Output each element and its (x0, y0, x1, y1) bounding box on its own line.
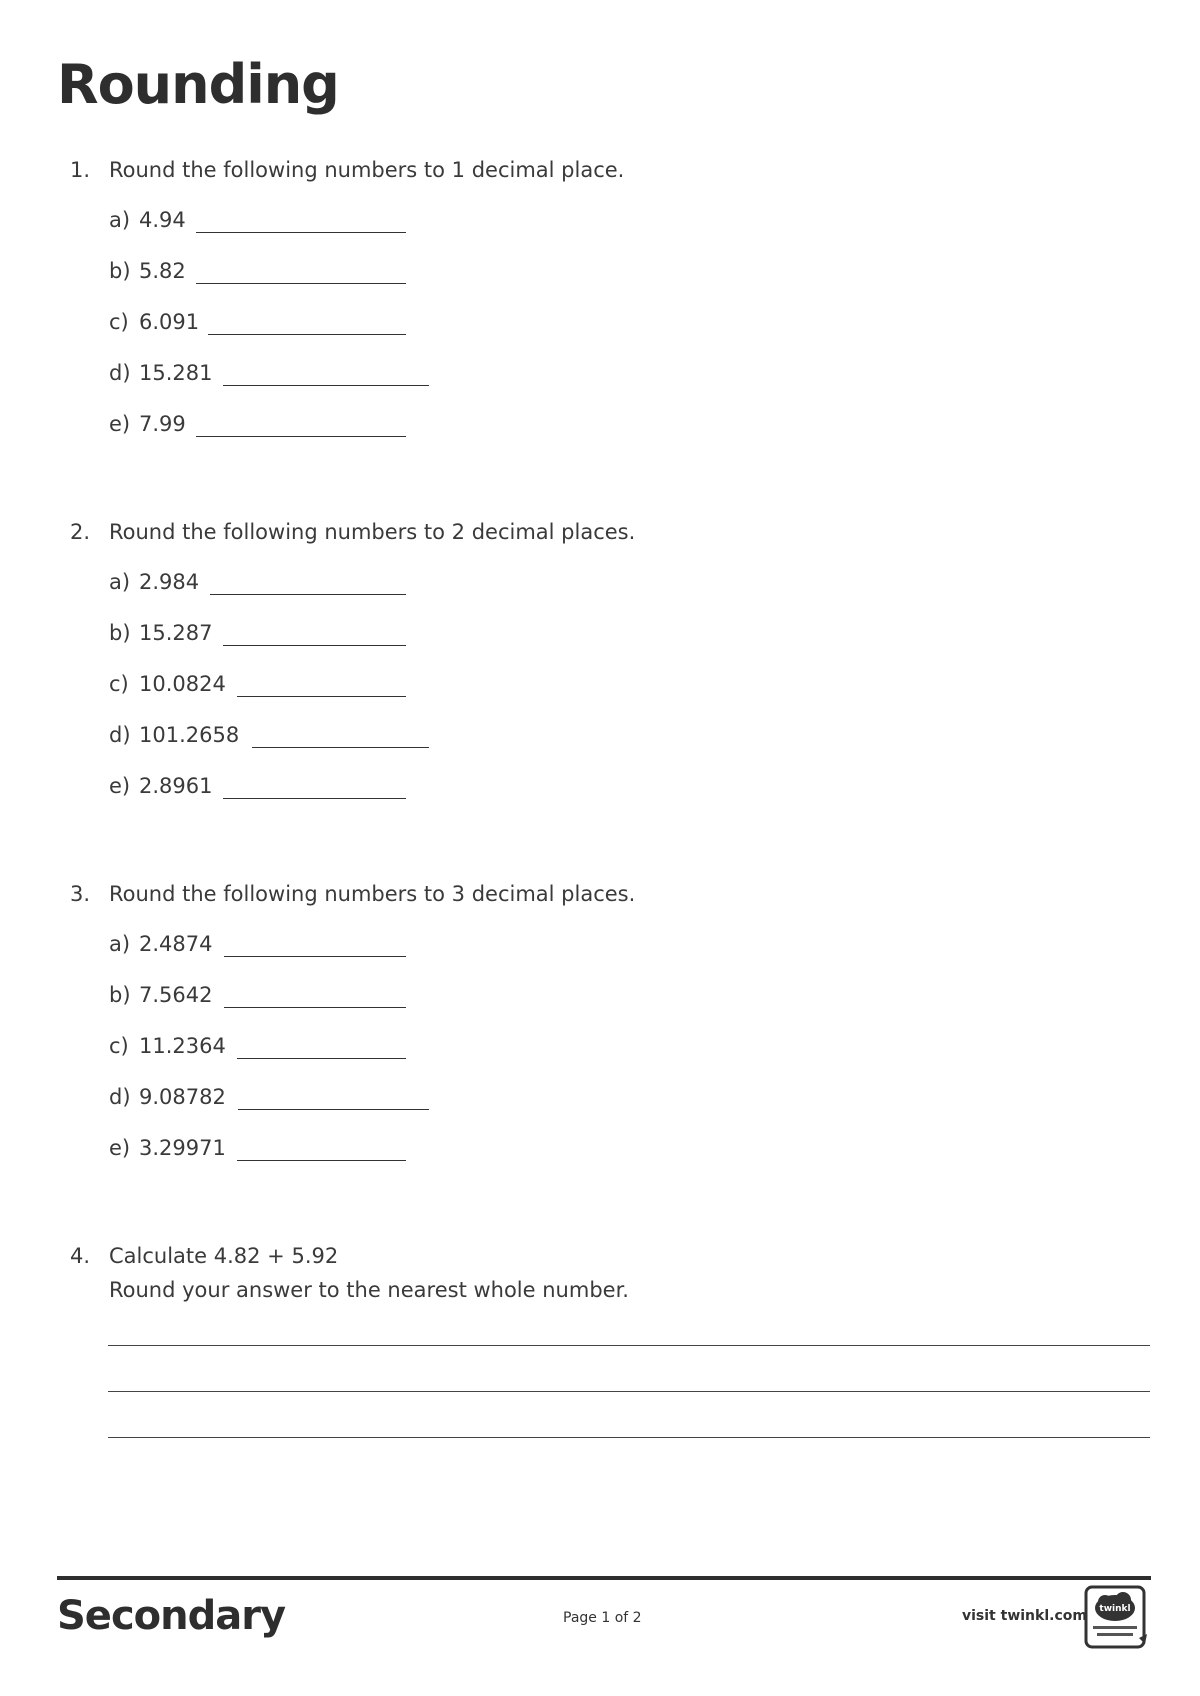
answer-blank[interactable] (237, 1058, 406, 1059)
question-number: 2. (70, 520, 91, 544)
question-item (70, 1080, 1160, 1131)
question-item (70, 718, 1160, 769)
item-value: 101.2658 (139, 723, 240, 747)
item-value: 3.29971 (139, 1136, 226, 1160)
question-item (70, 978, 1160, 1029)
question-2 (70, 515, 1160, 820)
item-value: 6.091 (139, 310, 200, 334)
question-item (70, 927, 1160, 978)
page-title: Rounding (57, 53, 339, 116)
answer-blank[interactable] (223, 645, 406, 646)
question-number: 4. (70, 1244, 91, 1268)
quality-standard-badge-icon (1083, 1584, 1151, 1652)
answer-blank[interactable] (196, 436, 406, 437)
question-text: Round the following numbers to 1 decimal place. (109, 158, 625, 182)
item-letter: d) (109, 723, 131, 747)
answer-blank[interactable] (223, 798, 406, 799)
item-letter: a) (109, 570, 131, 594)
item-letter: e) (109, 412, 131, 436)
item-value: 7.5642 (139, 983, 213, 1007)
item-value: 4.94 (139, 208, 186, 232)
badge-graphic (1083, 1584, 1151, 1652)
question-item (70, 356, 1160, 407)
item-value: 15.281 (139, 361, 213, 385)
question-item (70, 1029, 1160, 1080)
item-value: 2.8961 (139, 774, 213, 798)
item-letter: a) (109, 932, 131, 956)
item-value: 2.984 (139, 570, 200, 594)
question-item (70, 769, 1160, 820)
question-item (70, 667, 1160, 718)
question-item (70, 254, 1160, 305)
item-letter: d) (109, 1085, 131, 1109)
item-letter: e) (109, 1136, 131, 1160)
answer-blank[interactable] (196, 232, 406, 233)
svg-text:twinkl: twinkl (1099, 1604, 1131, 1614)
website-link[interactable]: visit twinkl.com (962, 1608, 1087, 1624)
item-letter: d) (109, 361, 131, 385)
item-value: 10.0824 (139, 672, 226, 696)
item-letter: b) (109, 983, 131, 1007)
answer-line[interactable] (108, 1391, 1150, 1392)
question-3 (70, 877, 1160, 1182)
answer-blank[interactable] (196, 283, 406, 284)
question-text: Calculate 4.82 + 5.92 (109, 1244, 339, 1268)
item-letter: e) (109, 774, 131, 798)
answer-blank[interactable] (224, 1007, 406, 1008)
page-number: Page 1 of 2 (563, 1610, 642, 1626)
question-text: Round the following numbers to 2 decimal places. (109, 520, 636, 544)
item-value: 2.4874 (139, 932, 213, 956)
answer-blank[interactable] (237, 696, 406, 697)
question-1 (70, 153, 1160, 458)
question-item (70, 1131, 1160, 1182)
item-letter: a) (109, 208, 131, 232)
item-value: 5.82 (139, 259, 186, 283)
footer-divider (57, 1576, 1151, 1580)
question-item (70, 305, 1160, 356)
answer-line[interactable] (108, 1345, 1150, 1346)
item-letter: b) (109, 621, 131, 645)
item-value: 11.2364 (139, 1034, 226, 1058)
answer-blank[interactable] (223, 385, 429, 386)
answer-blank[interactable] (208, 334, 406, 335)
item-value: 9.08782 (139, 1085, 226, 1109)
answer-line[interactable] (108, 1437, 1150, 1438)
question-item (70, 565, 1160, 616)
item-letter: c) (109, 310, 129, 334)
question-item (70, 407, 1160, 458)
brand-logo: Secondary (57, 1593, 286, 1639)
answer-blank[interactable] (210, 594, 406, 595)
question-subtext: Round your answer to the nearest whole number. (109, 1278, 629, 1302)
item-value: 15.287 (139, 621, 213, 645)
item-value: 7.99 (139, 412, 186, 436)
question-items (70, 565, 1160, 820)
item-letter: c) (109, 672, 129, 696)
question-item (70, 616, 1160, 667)
question-items (70, 203, 1160, 458)
answer-blank[interactable] (224, 956, 406, 957)
question-item (70, 203, 1160, 254)
question-number: 3. (70, 882, 91, 906)
question-number: 1. (70, 158, 91, 182)
answer-blank[interactable] (238, 1109, 429, 1110)
question-4 (70, 1239, 1160, 1307)
answer-blank[interactable] (237, 1160, 406, 1161)
answer-blank[interactable] (252, 747, 429, 748)
question-text: Round the following numbers to 3 decimal places. (109, 882, 636, 906)
item-letter: c) (109, 1034, 129, 1058)
question-items (70, 927, 1160, 1182)
item-letter: b) (109, 259, 131, 283)
